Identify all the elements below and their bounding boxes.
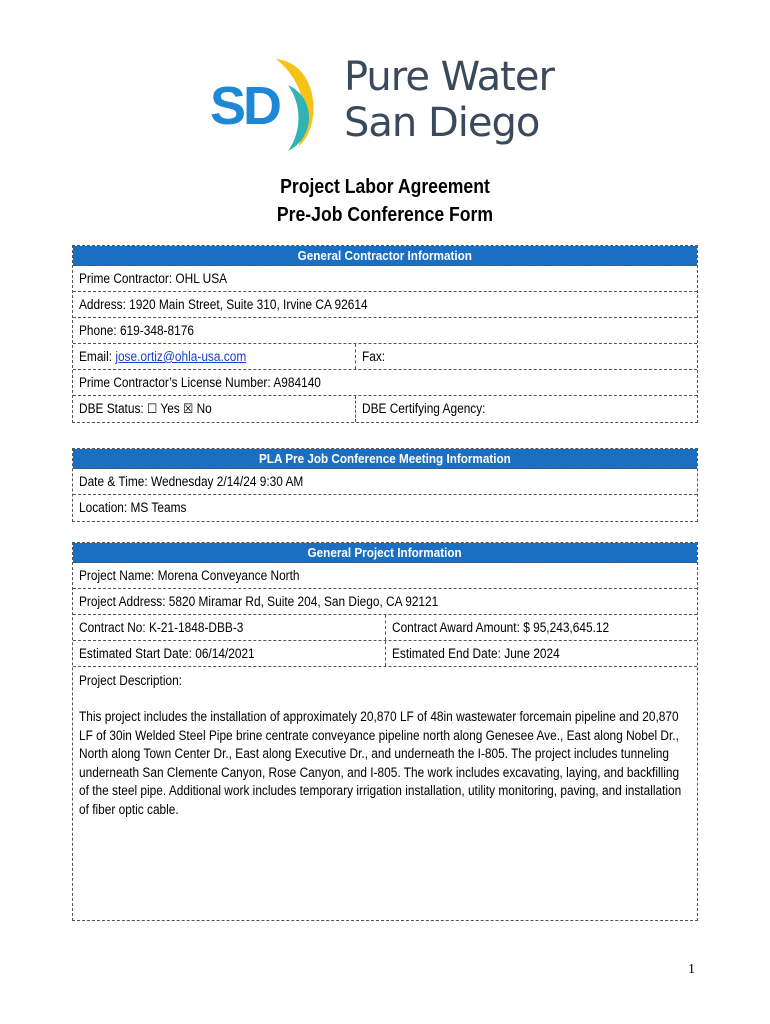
table-row bbox=[73, 370, 697, 396]
location-field: Location: MS Teams bbox=[79, 500, 187, 515]
pure-water-logo bbox=[206, 55, 566, 155]
table-row bbox=[73, 344, 697, 370]
table-row bbox=[73, 641, 697, 667]
phone-field: Phone: 619-348-8176 bbox=[79, 323, 194, 338]
prime-contractor-field: Prime Contractor: OHL USA bbox=[79, 271, 228, 286]
table-row bbox=[73, 589, 697, 615]
table-row bbox=[73, 469, 697, 495]
form-subtitle: Pre-Job Conference Form bbox=[276, 204, 494, 226]
end-date-field: Estimated End Date: June 2024 bbox=[392, 646, 560, 661]
logo-text-line1: Pure Water bbox=[344, 54, 554, 100]
dbe-status-field: DBE Status: ☐ Yes ☒ No bbox=[73, 396, 356, 422]
dbe-agency-field: DBE Certifying Agency: bbox=[362, 401, 486, 416]
project-address-field: Project Address: 5820 Miramar Rd, Suite 204, San Diego, CA 92121 bbox=[79, 594, 439, 609]
email-link[interactable]: jose.ortiz@ohla-usa.com bbox=[115, 349, 247, 364]
description-label: Project Description: bbox=[79, 673, 183, 688]
contractor-info-table bbox=[72, 245, 698, 423]
table-row bbox=[73, 266, 697, 292]
contract-no-field: Contract No: K-21-1848-DBB-3 bbox=[73, 615, 386, 640]
table-row bbox=[73, 615, 697, 641]
description-text: This project includes the installation of approximately 20,870 LF of 48in wastewater forcemain pipeline and 20,870 LF of 30in Welded Steel Pipe brine centrate conveyance pipeline north along Genesee Ave., East along Nobel Dr., North along Town Center Dr., East along Executive Dr., and underneath the I-805. The project includes tunneling underneath San Clemente Canyon, Rose Canyon, and I-805. The work includes excavating, laying, and backfilling of the steel pipe. Additional work includes temporary irrigation installation, utility monitoring, paving, and installation of fiber optic cable. bbox=[79, 709, 682, 817]
datetime-field: Date & Time: Wednesday 2/14/24 9:30 AM bbox=[79, 474, 304, 489]
address-field: Address: 1920 Main Street, Suite 310, Irvine CA 92614 bbox=[79, 297, 368, 312]
table-row bbox=[73, 563, 697, 589]
page-number: 1 bbox=[688, 962, 695, 977]
logo-text-line2: San Diego bbox=[344, 100, 540, 146]
section-header: General Project Information bbox=[73, 543, 697, 563]
meeting-info-table bbox=[72, 448, 698, 522]
logo-mark: SD bbox=[210, 76, 280, 136]
project-description-field bbox=[73, 667, 697, 920]
project-info-table bbox=[72, 542, 698, 921]
award-amount-field: Contract Award Amount: $ 95,243,645.12 bbox=[392, 620, 610, 635]
license-field: Prime Contractor’s License Number: A984140 bbox=[79, 375, 321, 390]
project-name-field: Project Name: Morena Conveyance North bbox=[79, 568, 300, 583]
section-header: General Contractor Information bbox=[73, 246, 697, 266]
fax-field: Fax: bbox=[362, 349, 386, 364]
dbe-no-checkbox[interactable]: ☒ bbox=[183, 401, 194, 416]
section-header: PLA Pre Job Conference Meeting Information bbox=[73, 449, 697, 469]
table-row bbox=[73, 292, 697, 318]
start-date-field: Estimated Start Date: 06/14/2021 bbox=[73, 641, 386, 666]
form-title: Project Labor Agreement bbox=[280, 176, 490, 198]
table-row bbox=[73, 495, 697, 521]
dbe-yes-checkbox[interactable]: ☐ bbox=[147, 401, 158, 416]
email-field: Email: jose.ortiz@ohla-usa.com bbox=[73, 344, 356, 369]
table-row bbox=[73, 396, 697, 422]
table-row bbox=[73, 318, 697, 344]
